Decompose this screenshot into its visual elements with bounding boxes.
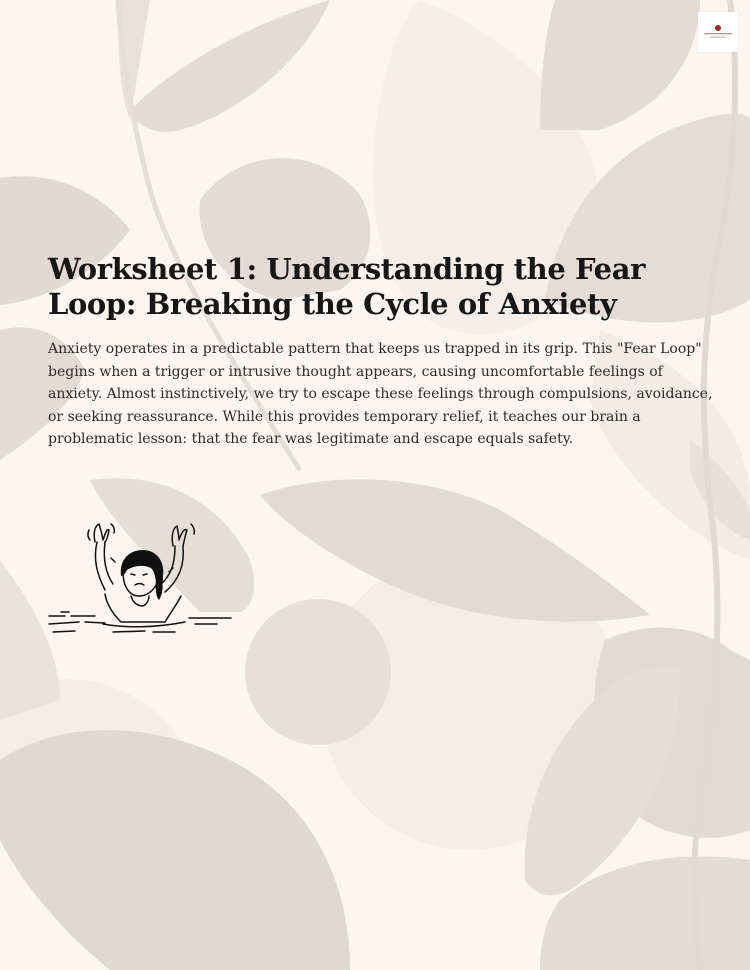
brand-logo-icon bbox=[701, 22, 735, 42]
drowning-person-icon bbox=[45, 512, 235, 637]
worksheet-title: Worksheet 1: Understanding the Fear Loop: Breaking the Cycle of Anxiety bbox=[48, 252, 645, 321]
brand-logo[interactable] bbox=[698, 12, 738, 52]
intro-paragraph: Anxiety operates in a predictable pattern that keeps us trapped in its grip. This "Fear Loop" begins when a trigger or intrusive thought appears, causing uncomfortable feelings of anxiety. Almost instinctively, we try to escape these feelings through compulsions, avoidance, or seeking reassurance. While this provides temporary relief, it teaches our brain a problematic lesson: that the fear was legitimate and escape equals safety. bbox=[48, 341, 713, 447]
